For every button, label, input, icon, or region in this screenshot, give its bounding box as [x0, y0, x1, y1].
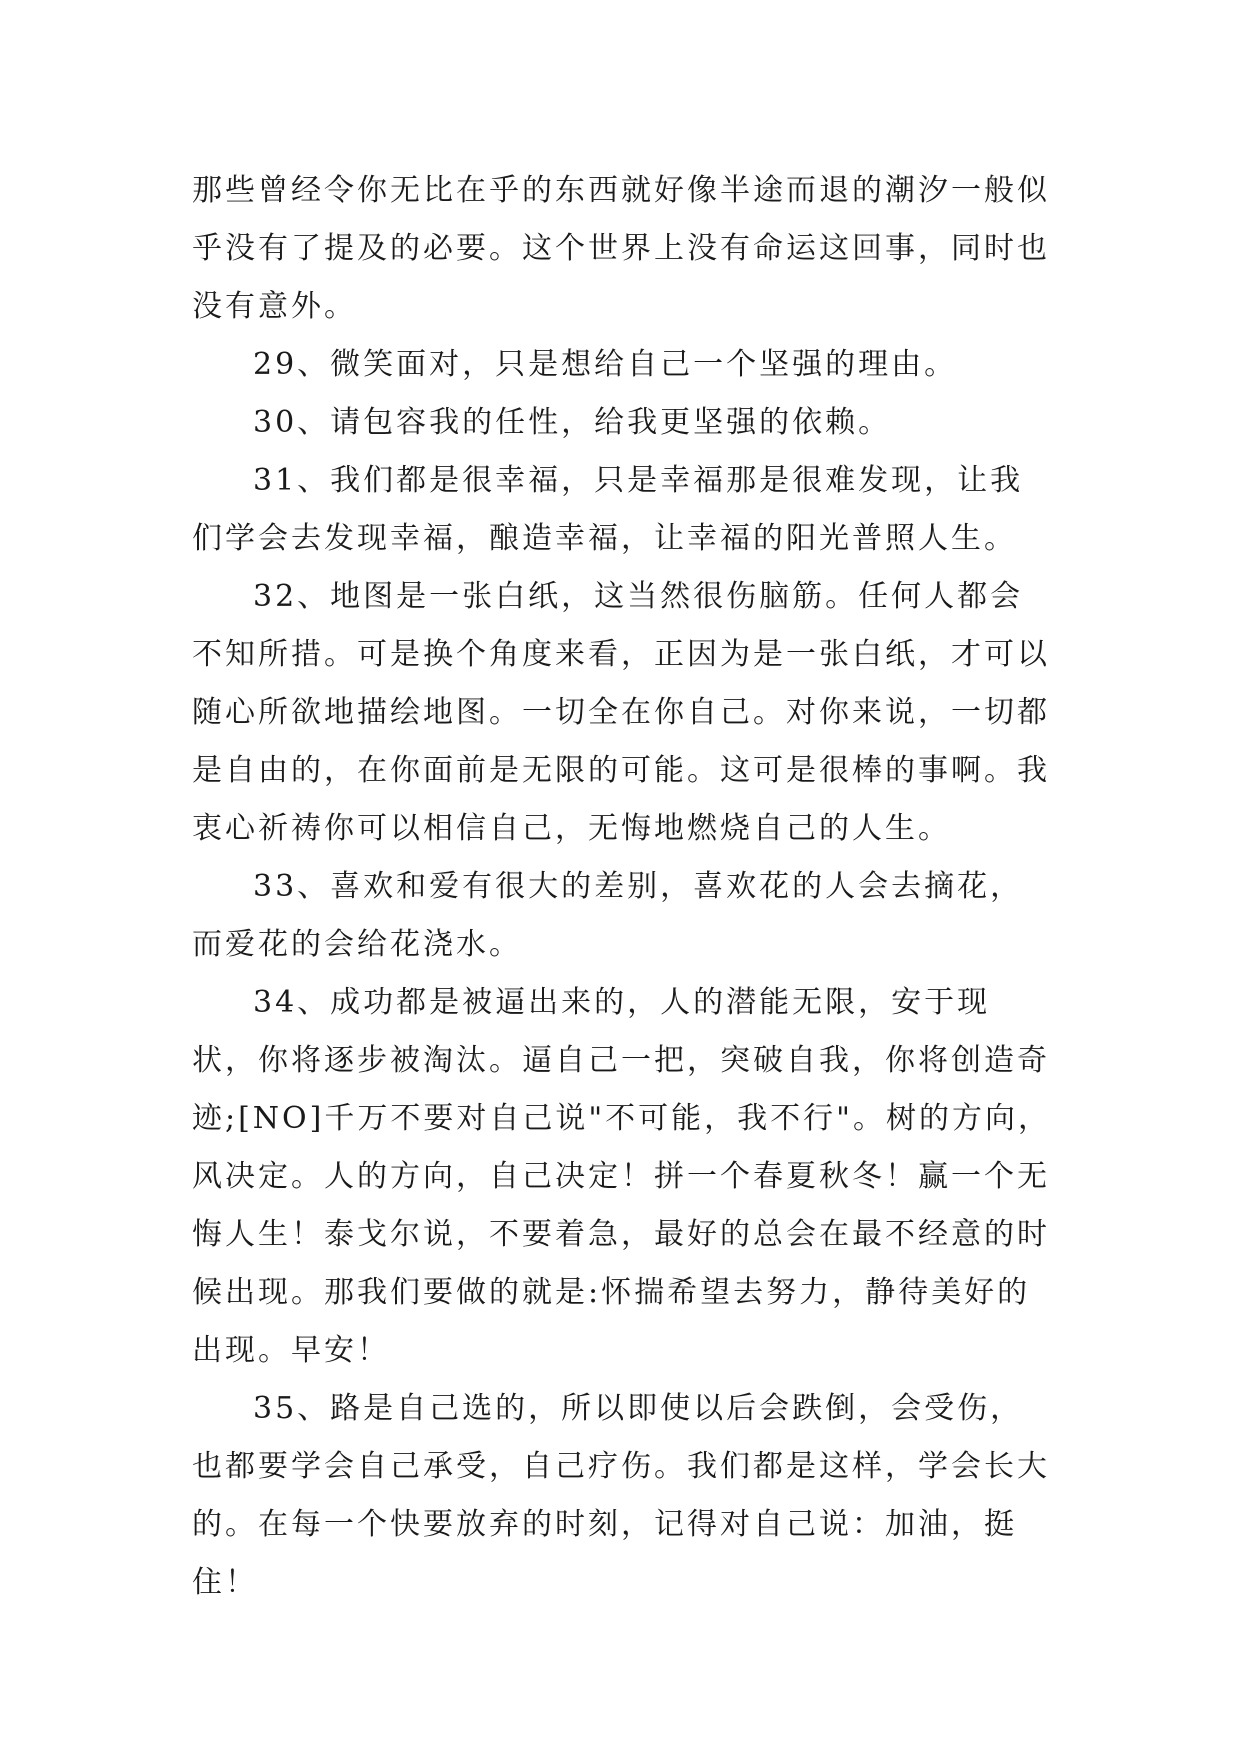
document-body: [192, 162, 1054, 1612]
paragraph-continuation: 那些曾经令你无比在乎的东西就好像半途而退的潮汐一般似乎没有了提及的必要。这个世界上没有命运这回事，同时也没有意外。: [192, 173, 1050, 324]
paragraph-33: 33、喜欢和爱有很大的差别，喜欢花的人会去摘花，而爱花的会给花浇水。: [192, 869, 1024, 962]
paragraph-34: 34、成功都是被逼出来的，人的潜能无限，安于现状，你将逐步被淘汰。逼自己一把，突破自我，你将创造奇迹;[NO]千万不要对自己说"不可能，我不行"。树的方向，风决定。人的方向，自己决定！拼一个春夏秋冬！赢一个无悔人生！泰戈尔说，不要着急，最好的总会在最不经意的时候出现。那我们要做的就是:怀揣希望去努力，静待美好的出现。早安！: [192, 985, 1051, 1368]
paragraph-35: 35、路是自己选的，所以即使以后会跌倒，会受伤，也都要学会自己承受，自己疗伤。我们都是这样，学会长大的。在每一个快要放弃的时刻，记得对自己说：加油，挺住！: [192, 1391, 1050, 1600]
paragraph-29: 29、微笑面对，只是想给自己一个坚强的理由。: [253, 347, 958, 382]
paragraph-32: 32、地图是一张白纸，这当然很伤脑筋。任何人都会不知所措。可是换个角度来看，正因为是一张白纸，才可以随心所欲地描绘地图。一切全在你自己。对你来说，一切都是自由的，在你面前是无限的可能。这可是很棒的事啊。我衷心祈祷你可以相信自己，无悔地燃烧自己的人生。: [192, 579, 1050, 846]
paragraph-30: 30、请包容我的任性，给我更坚强的依赖。: [253, 405, 892, 440]
paragraph-31: 31、我们都是很幸福，只是幸福那是很难发现，让我们学会去发现幸福，酿造幸福，让幸福的阳光普照人生。: [192, 463, 1024, 556]
